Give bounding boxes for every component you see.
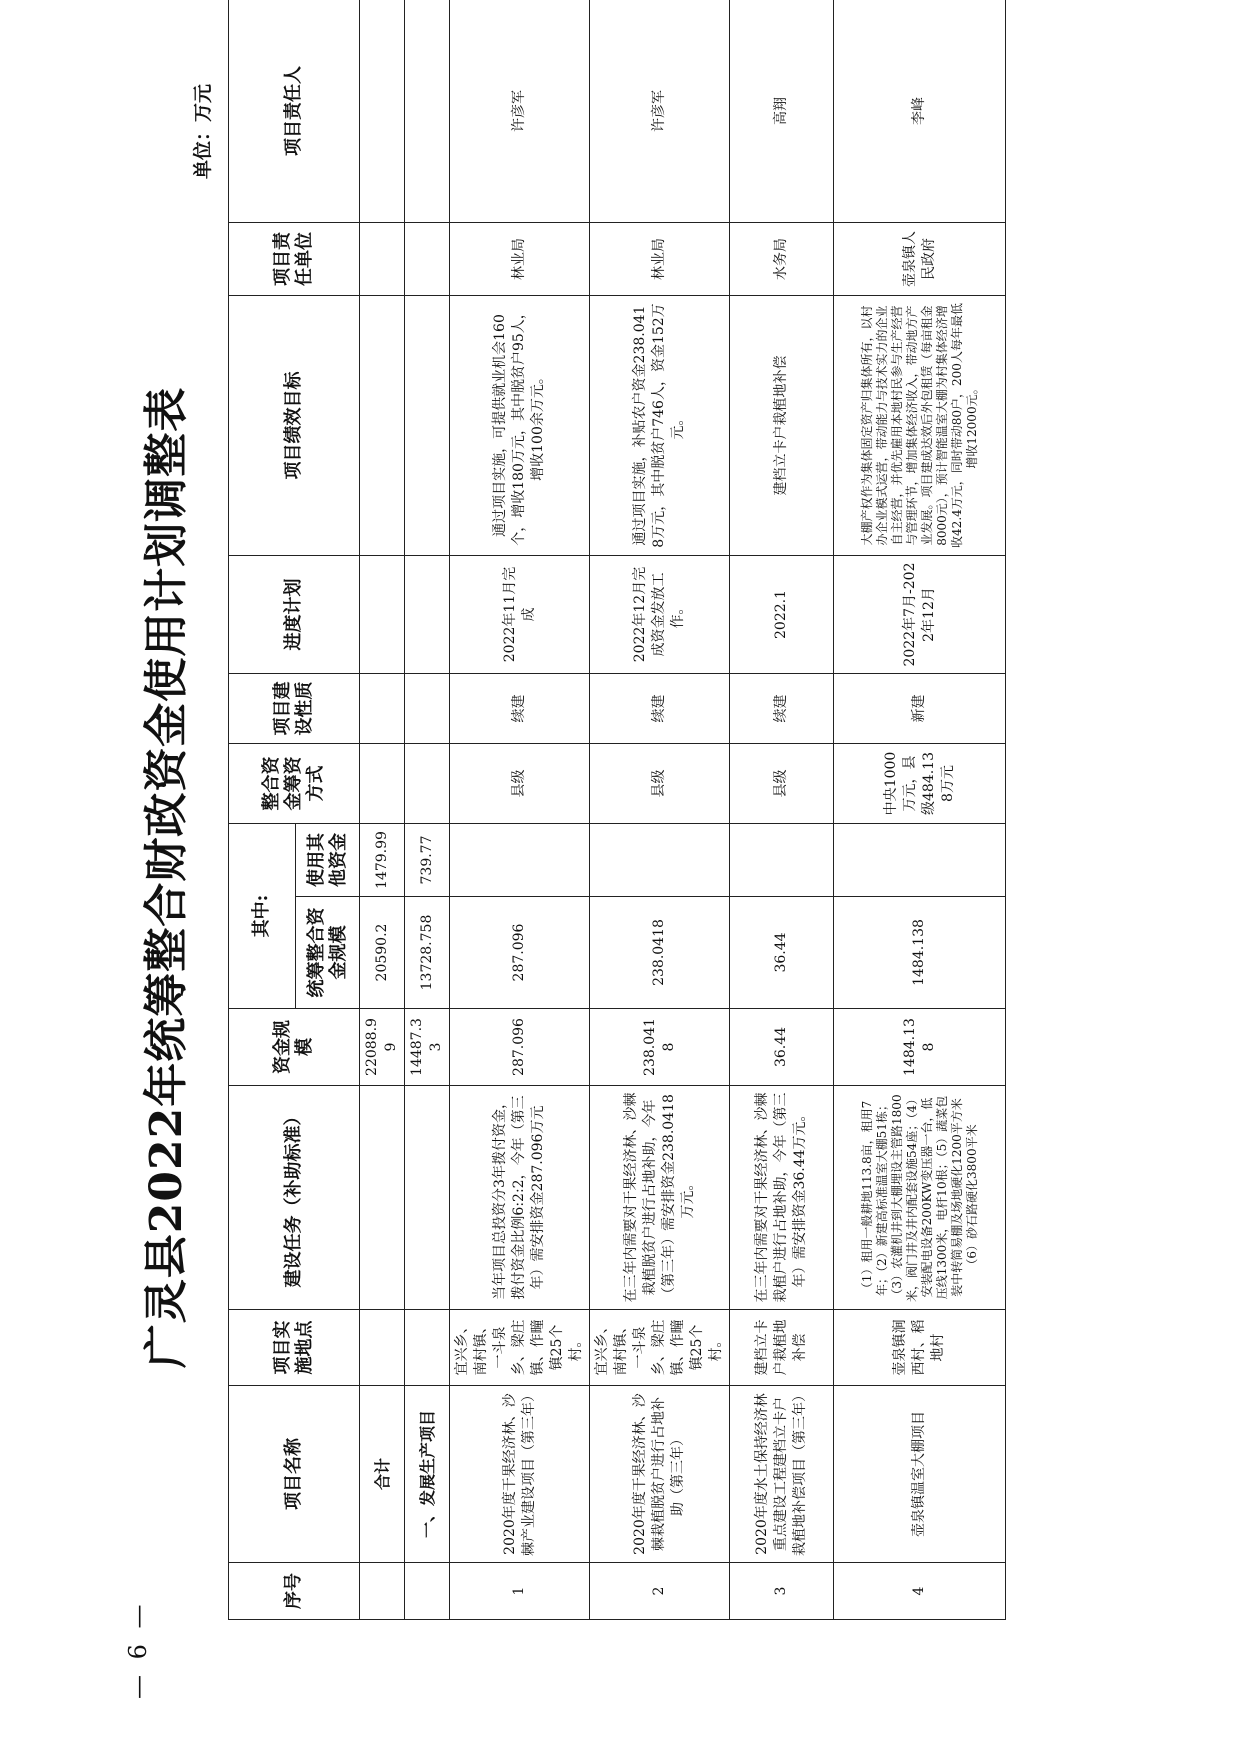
total-task	[360, 1086, 405, 1310]
header-person: 项目责任人	[229, 0, 360, 223]
total-other: 1479.99	[360, 824, 405, 897]
row-other	[730, 824, 834, 897]
row-goal: 通过项目实施，可提供就业机会160个，增收180万元，其中脱贫户95人，增收100余万元。	[450, 296, 590, 556]
total-row	[360, 0, 405, 1620]
row-task: （1）租用一般耕地113.8亩，租用7年；（2）新建高标准温室大棚51栋；（3）农灌机井到大棚埋设主管路1800米，阀门井及井内配套设施54座；（4）安装配电设备200KW变压器一台，低压线1300米，电杆10根；（5）蔬菜包装中转简易棚及场地硬化1200平方米（6）砂石路硬化3800平米	[834, 1086, 1006, 1310]
table-row	[730, 0, 834, 1620]
total-seq	[360, 1563, 405, 1620]
row-schedule: 2022.1	[730, 556, 834, 674]
row-integrated: 287.096	[450, 897, 590, 1009]
row-method: 中央1000万元，县级484.138万元	[834, 744, 1006, 824]
row-person: 李峰	[834, 0, 1006, 223]
row-seq: 3	[730, 1563, 834, 1620]
row-other	[590, 824, 730, 897]
row-nature: 新建	[834, 674, 1006, 744]
section-task	[405, 1086, 450, 1310]
row-nature: 续建	[730, 674, 834, 744]
total-schedule	[360, 556, 405, 674]
row-unit-resp: 林业局	[590, 223, 730, 296]
section-seq	[405, 1563, 450, 1620]
section-method	[405, 744, 450, 824]
section-other: 739.77	[405, 824, 450, 897]
section-row	[405, 0, 450, 1620]
header-nature: 项目建设性质	[229, 674, 360, 744]
total-funds: 22088.99	[360, 1009, 405, 1086]
row-seq: 2	[590, 1563, 730, 1620]
total-nature	[360, 674, 405, 744]
header-method: 整合资金筹资方式	[229, 744, 360, 824]
total-location	[360, 1310, 405, 1386]
total-person	[360, 0, 405, 223]
row-funds: 238.0418	[590, 1009, 730, 1086]
row-schedule: 2022年11月完成	[450, 556, 590, 674]
header-integrated: 统筹整合资金规模	[296, 897, 360, 1009]
table-row	[590, 0, 730, 1620]
funding-table	[228, 0, 1006, 1620]
row-integrated: 1484.138	[834, 897, 1006, 1009]
header-task: 建设任务（补助标准）	[229, 1086, 360, 1310]
table-row	[450, 0, 590, 1620]
row-person: 高翔	[730, 0, 834, 223]
row-method: 县级	[590, 744, 730, 824]
row-name: 2020年度干果经济林、沙棘栽植脱贫户进行占地补助（第三年）	[590, 1386, 730, 1563]
row-schedule: 2022年7月-2022年12月	[834, 556, 1006, 674]
row-integrated: 36.44	[730, 897, 834, 1009]
row-person: 许彦军	[590, 0, 730, 223]
row-location: 宜兴乡、南村镇、一斗泉乡、梁庄镇、作疃镇25个村。	[590, 1310, 730, 1386]
page-title: 广灵县2022年统筹整合财政资金使用计划调整表	[141, 386, 192, 1369]
header-seq: 序号	[229, 1563, 360, 1620]
header-of-which: 其中:	[229, 824, 296, 1009]
total-method	[360, 744, 405, 824]
header-unit-resp: 项目责任单位	[229, 223, 360, 296]
header-name: 项目名称	[229, 1386, 360, 1563]
row-funds: 287.096	[450, 1009, 590, 1086]
row-nature: 续建	[590, 674, 730, 744]
header-schedule: 进度计划	[229, 556, 360, 674]
section-integrated: 13728.758	[405, 897, 450, 1009]
row-method: 县级	[450, 744, 590, 824]
row-location: 宜兴乡、南村镇、一斗泉乡、梁庄镇、作疃镇25个村。	[450, 1310, 590, 1386]
table-row	[834, 0, 1006, 1620]
row-other	[834, 824, 1006, 897]
row-seq: 4	[834, 1563, 1006, 1620]
row-location: 建档立卡户栽植地补偿	[730, 1310, 834, 1386]
row-name: 2020年度水土保持经济林重点建设工程建档立卡户栽植地补偿项目（第三年）	[730, 1386, 834, 1563]
row-other	[450, 824, 590, 897]
row-unit-resp: 壶泉镇人民政府	[834, 223, 1006, 296]
header-row-1	[229, 0, 296, 1620]
section-unit	[405, 223, 450, 296]
total-goal	[360, 296, 405, 556]
row-nature: 续建	[450, 674, 590, 744]
section-label: 一、发展生产项目	[405, 1386, 450, 1563]
section-funds: 14487.33	[405, 1009, 450, 1086]
row-goal: 大棚产权作为集体固定资产归集体所有，以村办企业模式运营，带动能力与技术实力的企业自主经营，并优先雇用本地村民参与生产经营与管理环节，增加集体经济收入，带动地方产业发展。项目建成达效后外包租赁（每亩租金8000元），预计智能温室大棚为村集体经济增收42.4万元，同时带动80户，200人每年最低增收12000元。	[834, 296, 1006, 556]
row-unit-resp: 林业局	[450, 223, 590, 296]
row-funds: 36.44	[730, 1009, 834, 1086]
header-location: 项目实施地点	[229, 1310, 360, 1386]
header-goal: 项目绩效目标	[229, 296, 360, 556]
row-goal: 通过项目实施，补贴农户资金238.0418万元，其中脱贫户746人，资金152万元。	[590, 296, 730, 556]
row-unit-resp: 水务局	[730, 223, 834, 296]
total-unit	[360, 223, 405, 296]
row-person: 许彦军	[450, 0, 590, 223]
unit-label: 单位：万元	[192, 84, 214, 180]
section-goal	[405, 296, 450, 556]
row-task: 在三年内需要对干果经济林、沙棘栽植脱贫户进行占地补助，今年（第三年）需安排资金238.0418万元。	[590, 1086, 730, 1310]
row-task: 当年项目总投资分3年拨付资金，拨付资金比例6:2:2，今年（第三年）需安排资金287.096万元	[450, 1086, 590, 1310]
row-task: 在三年内需要对干果经济林、沙棘栽植户进行占地补助，今年（第三年）需安排资金36.44万元。	[730, 1086, 834, 1310]
section-schedule	[405, 556, 450, 674]
row-location: 壶泉镇涧西村、稻地村	[834, 1310, 1006, 1386]
page-number: — 6 —	[124, 1600, 152, 1699]
row-name: 壶泉镇温室大棚项目	[834, 1386, 1006, 1563]
row-funds: 1484.138	[834, 1009, 1006, 1086]
section-location	[405, 1310, 450, 1386]
header-funds: 资金规模	[229, 1009, 360, 1086]
row-seq: 1	[450, 1563, 590, 1620]
row-goal: 建档立卡户栽植地补偿	[730, 296, 834, 556]
section-person	[405, 0, 450, 223]
total-label: 合计	[360, 1386, 405, 1563]
row-name: 2020年度干果经济林、沙棘产业建设项目（第三年）	[450, 1386, 590, 1563]
row-method: 县级	[730, 744, 834, 824]
header-other: 使用其他资金	[296, 824, 360, 897]
row-integrated: 238.0418	[590, 897, 730, 1009]
section-nature	[405, 674, 450, 744]
row-schedule: 2022年12月完成资金发放工作。	[590, 556, 730, 674]
total-integrated: 20590.2	[360, 897, 405, 1009]
